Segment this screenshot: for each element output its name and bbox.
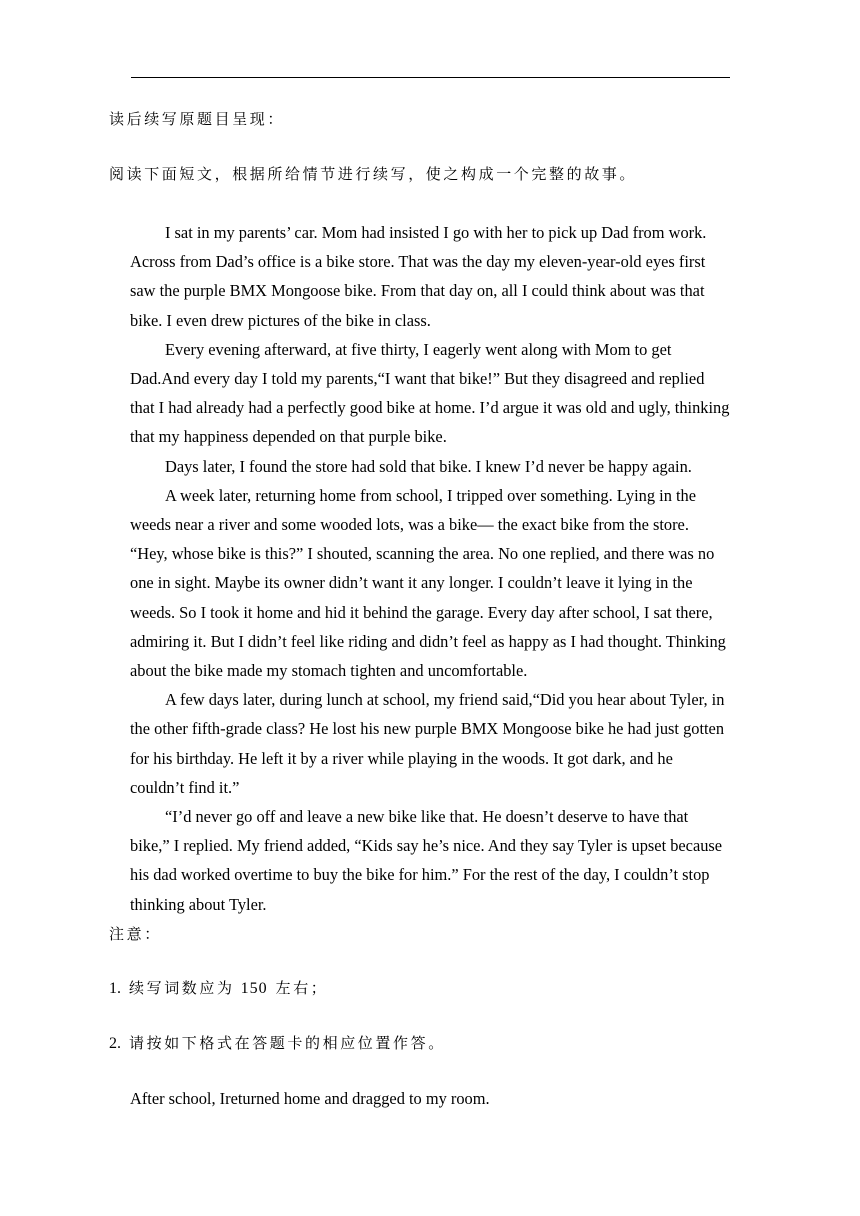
notes-label: 注意： [109, 925, 162, 943]
note-text: 续写词数应为 [129, 979, 235, 997]
story-paragraph: “I’d never go off and leave a new bike like that. He doesn’t deserve to have that bike,” I replied. My friend added, “Kids say he’s nice. And they say Tyler is upset because his dad worked overtime to buy the bike for him.” For the rest of the day, I couldn’t stop thinking about Tyler. [130, 807, 723, 914]
note-text-suffix: 左右； [275, 979, 329, 997]
story-text [130, 218, 730, 919]
note-number: 1. [109, 980, 121, 997]
word-count-value: 150 [240, 980, 268, 997]
instruction: 阅读下面短文，根据所给情节进行续写，使之构成一个完整的故事。 [109, 165, 638, 183]
continuation-starter: After school, Ireturned home and dragged to my room. [130, 1089, 490, 1108]
story-paragraph: I sat in my parents’ car. Mom had insisted I go with her to pick up Dad from work. Across from Dad’s office is a bike store. That was the day my eleven-year-old eyes first saw the purple BMX Mongoose bike. From that day on, all I could think about was that bike. I even drew pictures of the bike in class. [130, 223, 707, 330]
top-rule [131, 77, 730, 78]
story-paragraph: A few days later, during lunch at school, my friend said,“Did you hear about Tyler, in the other fifth-grade class? He lost his new purple BMX Mongoose bike he had just gotten for his birthday. He left it by a river while playing in the woods. It got dark, and he couldn’t find it.” [130, 690, 725, 797]
story-paragraph: Every evening afterward, at five thirty, I eagerly went along with Mom to get Dad.And every day I told my parents,“I want that bike!” But they disagreed and replied that I had already had a perfectly good bike at home. I’d argue it was old and ugly, thinking that my happiness depended on that purple bike. [130, 339, 730, 447]
story-paragraph: A week later, returning home from school, I tripped over something. Lying in the weeds near a river and some wooded lots, was a bike— the exact bike from the store. “Hey, whose bike is this?” I shouted, scanning the area. No one replied, and there was no one in sight. Maybe its owner didn’t want it any longer. I couldn’t leave it lying in the weeds. So I took it home and hid it behind the garage. Every day after school, I sat there, admiring it. But I didn’t feel like riding and didn’t feel as happy as I had thought. Thinking about the bike made my stomach tighten and uncomfortable. [130, 485, 726, 681]
note-item-format [109, 1033, 446, 1054]
note-number: 2. [109, 1035, 121, 1052]
story-paragraph: Days later, I found the store had sold that bike. I knew I’d never be happy again. [165, 456, 692, 476]
note-item-word-count [109, 978, 328, 999]
intro-label: 读后续写原题目呈现： [109, 110, 286, 128]
note-text: 请按如下格式在答题卡的相应位置作答。 [129, 1034, 446, 1052]
